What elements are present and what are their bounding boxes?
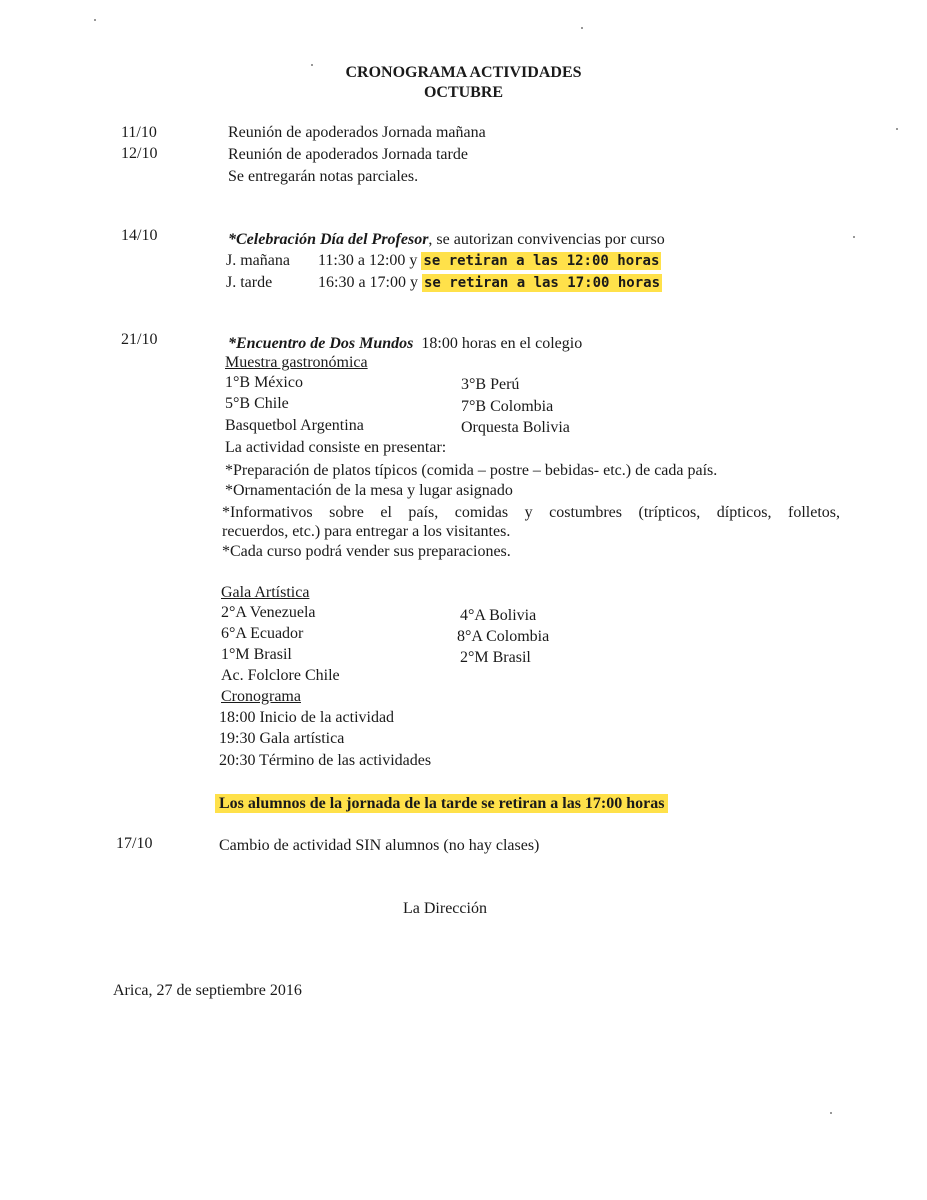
date-17-10: 17/10 xyxy=(116,835,153,852)
course-country-item: 4°A Bolivia xyxy=(460,607,537,624)
scan-speck xyxy=(94,19,96,21)
event-description: , se autorizan convivencias por curso xyxy=(428,231,665,248)
event-description: 18:00 horas en el colegio xyxy=(421,335,583,352)
date-21-10: 21/10 xyxy=(121,331,158,348)
section-heading-muestra: Muestra gastronómica xyxy=(225,354,368,371)
shift-time: 11:30 a 12:00 y xyxy=(318,252,418,269)
date-14-10: 14/10 xyxy=(121,227,158,244)
document-title-line1: CRONOGRAMA ACTIVIDADES xyxy=(345,64,582,81)
scan-speck xyxy=(581,27,583,29)
course-country-item: 5°B Chile xyxy=(225,395,289,412)
highlighted-note: Los alumnos de la jornada de la tarde se retiran a las 17:00 horas xyxy=(215,794,668,813)
event-heading xyxy=(228,334,582,354)
highlighted-dismissal-time: se retiran a las 12:00 horas xyxy=(423,253,660,269)
date-11-10: 11/10 xyxy=(121,124,157,141)
schedule-item: 19:30 Gala artística xyxy=(219,730,345,747)
section-heading-cronograma: Cronograma xyxy=(221,688,301,705)
activity-bullet: *Ornamentación de la mesa y lugar asignado xyxy=(225,482,513,499)
course-country-item: 8°A Colombia xyxy=(457,628,550,645)
schedule-item: 20:30 Término de las actividades xyxy=(219,752,432,769)
event-text: Reunión de apoderados Jornada tarde xyxy=(228,146,468,163)
schedule-item: 18:00 Inicio de la actividad xyxy=(219,709,395,726)
course-country-item: Orquesta Bolivia xyxy=(461,419,570,436)
scan-speck xyxy=(830,1112,832,1114)
shift-label: J. mañana xyxy=(226,252,290,269)
place-date: Arica, 27 de septiembre 2016 xyxy=(113,982,302,999)
scan-speck xyxy=(896,128,898,130)
signature: La Dirección xyxy=(403,900,487,917)
course-country-item: 1°B México xyxy=(225,374,303,391)
event-name: *Encuentro de Dos Mundos xyxy=(228,335,414,352)
event-heading xyxy=(228,230,665,250)
section-heading-gala: Gala Artística xyxy=(221,584,310,601)
highlighted-dismissal-time: se retiran a las 17:00 horas xyxy=(424,275,661,291)
course-country-item: 2°A Venezuela xyxy=(221,604,316,621)
activity-bullet: *Preparación de platos típicos (comida – postre – bebidas- etc.) de cada país. xyxy=(225,462,718,479)
course-country-item: 3°B Perú xyxy=(461,376,520,393)
course-country-item: Basquetbol Argentina xyxy=(225,417,364,434)
course-country-item: 7°B Colombia xyxy=(461,398,554,415)
course-country-item: 6°A Ecuador xyxy=(221,625,304,642)
event-name: *Celebración Día del Profesor xyxy=(228,231,429,248)
event-note: Se entregarán notas parciales. xyxy=(228,168,419,185)
activity-intro: La actividad consiste en presentar: xyxy=(225,439,447,456)
activity-bullet: *Cada curso podrá vender sus preparaciones. xyxy=(222,543,511,560)
event-text: Cambio de actividad SIN alumnos (no hay clases) xyxy=(219,837,540,854)
activity-bullet: *Informativos sobre el país, comidas y costumbres (trípticos, dípticos, folletos, xyxy=(222,504,840,521)
shift-label: J. tarde xyxy=(226,274,273,291)
course-country-item: 1°M Brasil xyxy=(221,646,292,663)
date-12-10: 12/10 xyxy=(121,145,158,162)
activity-bullet-continuation: recuerdos, etc.) para entregar a los visitantes. xyxy=(222,523,511,540)
scan-speck xyxy=(853,236,855,238)
shift-time-row xyxy=(318,251,661,271)
course-country-item: 2°M Brasil xyxy=(460,649,531,666)
event-text: Reunión de apoderados Jornada mañana xyxy=(228,124,486,141)
course-country-item: Ac. Folclore Chile xyxy=(221,667,340,684)
shift-time-row xyxy=(318,273,662,293)
highlighted-note-row xyxy=(215,794,668,814)
shift-time: 16:30 a 17:00 y xyxy=(318,274,418,291)
document-title-line2: OCTUBRE xyxy=(423,84,504,101)
